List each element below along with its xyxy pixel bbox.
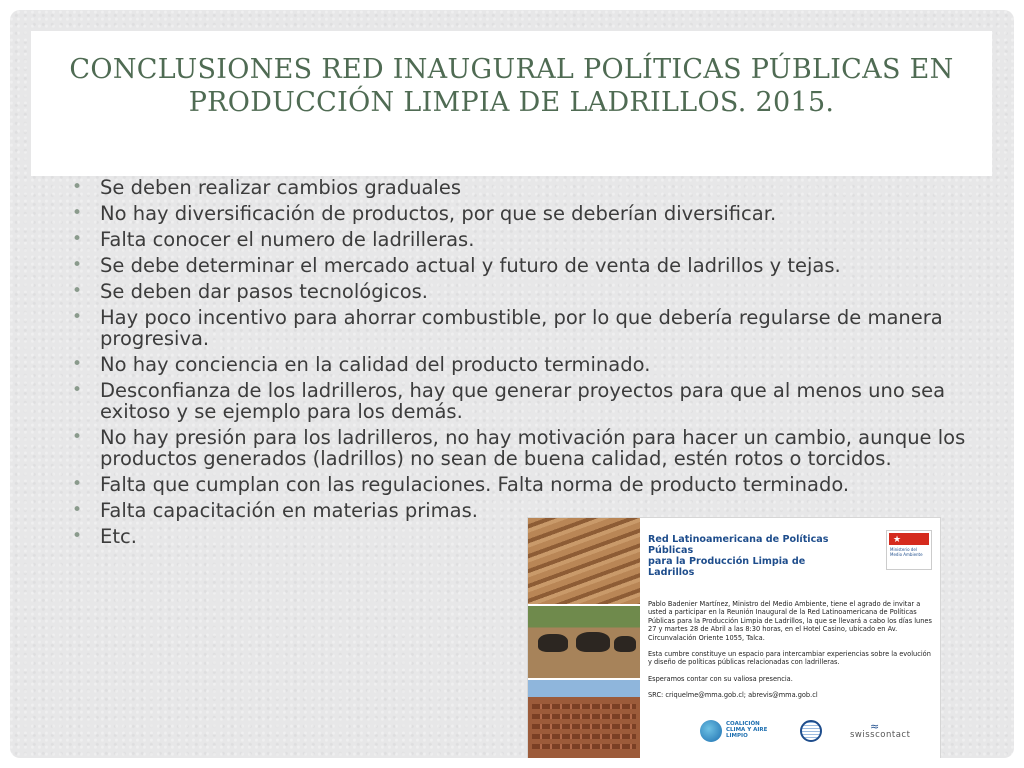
- swisscontact-label: swisscontact: [850, 730, 911, 740]
- horses-photo: [528, 606, 640, 678]
- invitation-heading-line-2: para la Producción Limpia de Ladrillos: [648, 556, 806, 578]
- bullet-item: • Falta capacitación en materias primas.: [72, 500, 972, 521]
- bullet-item: • Desconfianza de los ladrilleros, hay que generar proyectos para que al menos uno sea exitoso y se ejemplo para los demás.: [72, 380, 972, 422]
- bricks-photo: [528, 518, 640, 604]
- slide: [10, 10, 1014, 758]
- invitation-image: [528, 518, 940, 758]
- bullet-item: • Se deben realizar cambios graduales: [72, 177, 972, 198]
- coalition-logo: [700, 718, 780, 744]
- swisscontact-mark-icon: ≈: [870, 720, 880, 733]
- invitation-heading-line-1: Red Latinoamericana de Políticas Públicas: [648, 534, 829, 556]
- bullet-item: • Se deben dar pasos tecnológicos.: [72, 281, 972, 302]
- kiln-photo: [528, 680, 640, 758]
- bullet-item: • Falta que cumplan con las regulaciones. Falta norma de producto terminado.: [72, 474, 972, 495]
- bullet-item: • Se debe determinar el mercado actual y futuro de venta de ladrillos y tejas.: [72, 255, 972, 276]
- slide-title: [31, 31, 992, 119]
- photo-strip: [528, 518, 640, 758]
- bullet-item: • Hay poco incentivo para ahorrar combustible, por lo que debería regularse de manera progresiva.: [72, 307, 972, 349]
- invitation-contact: SRC: criquelme@mma.gob.cl; abrevis@mma.gob.cl: [648, 691, 818, 700]
- title-line-1: CONCLUSIONES RED INAUGURAL POLÍTICAS PÚBLICAS EN: [69, 54, 954, 85]
- bullet-list: [72, 177, 972, 552]
- title-box: [31, 31, 992, 176]
- invitation-text: [648, 526, 932, 700]
- title-line-2: PRODUCCIÓN LIMPIA DE LADRILLOS. 2015.: [188, 87, 835, 118]
- invitation-heading: [648, 534, 848, 578]
- invitation-paragraph: Esta cumbre constituye un espacio para intercambiar experiencias sobre la evolución y diseño de políticas públicas relacionadas con ladrilleras.: [648, 650, 931, 667]
- swisscontact-logo: [850, 718, 930, 744]
- invitation-paragraph: Pablo Badenier Martínez, Ministro del Medio Ambiente, tiene el agrado de invitar a usted a participar en la Reunión Inaugural de la Red Latinoamericana de Políticas Públicas para la Producción Limpia de Ladrillos, la que se llevará a cabo los días lunes 27 y martes 28 de Abril a las 8:30 horas, en el Hotel Casino, ubicado en Av. Circunvalación Oriente 1055, Talca.: [648, 600, 932, 642]
- bullet-item: • No hay presión para los ladrilleros, no hay motivación para hacer un cambio, aunque los productos generados (ladrillos) no sean de buena calidad, estén rotos o torcidos.: [72, 427, 972, 469]
- bullet-item: • Falta conocer el numero de ladrilleras.: [72, 229, 972, 250]
- invitation-paragraph: Esperamos contar con su valiosa presencia.: [648, 674, 793, 683]
- emblem-icon: [800, 720, 822, 742]
- star-icon: ★: [893, 535, 902, 545]
- bullet-item: • No hay conciencia en la calidad del producto terminado.: [72, 354, 972, 375]
- globe-icon: [700, 720, 722, 742]
- bullet-item: • Etc.: [72, 526, 972, 547]
- seal-label: Ministerio del Medio Ambiente: [890, 547, 923, 557]
- bullet-item: • No hay diversificación de productos, por que se deberían diversificar.: [72, 203, 972, 224]
- coalition-label: COALICIÓN CLIMA Y AIRE LIMPIO: [726, 721, 768, 739]
